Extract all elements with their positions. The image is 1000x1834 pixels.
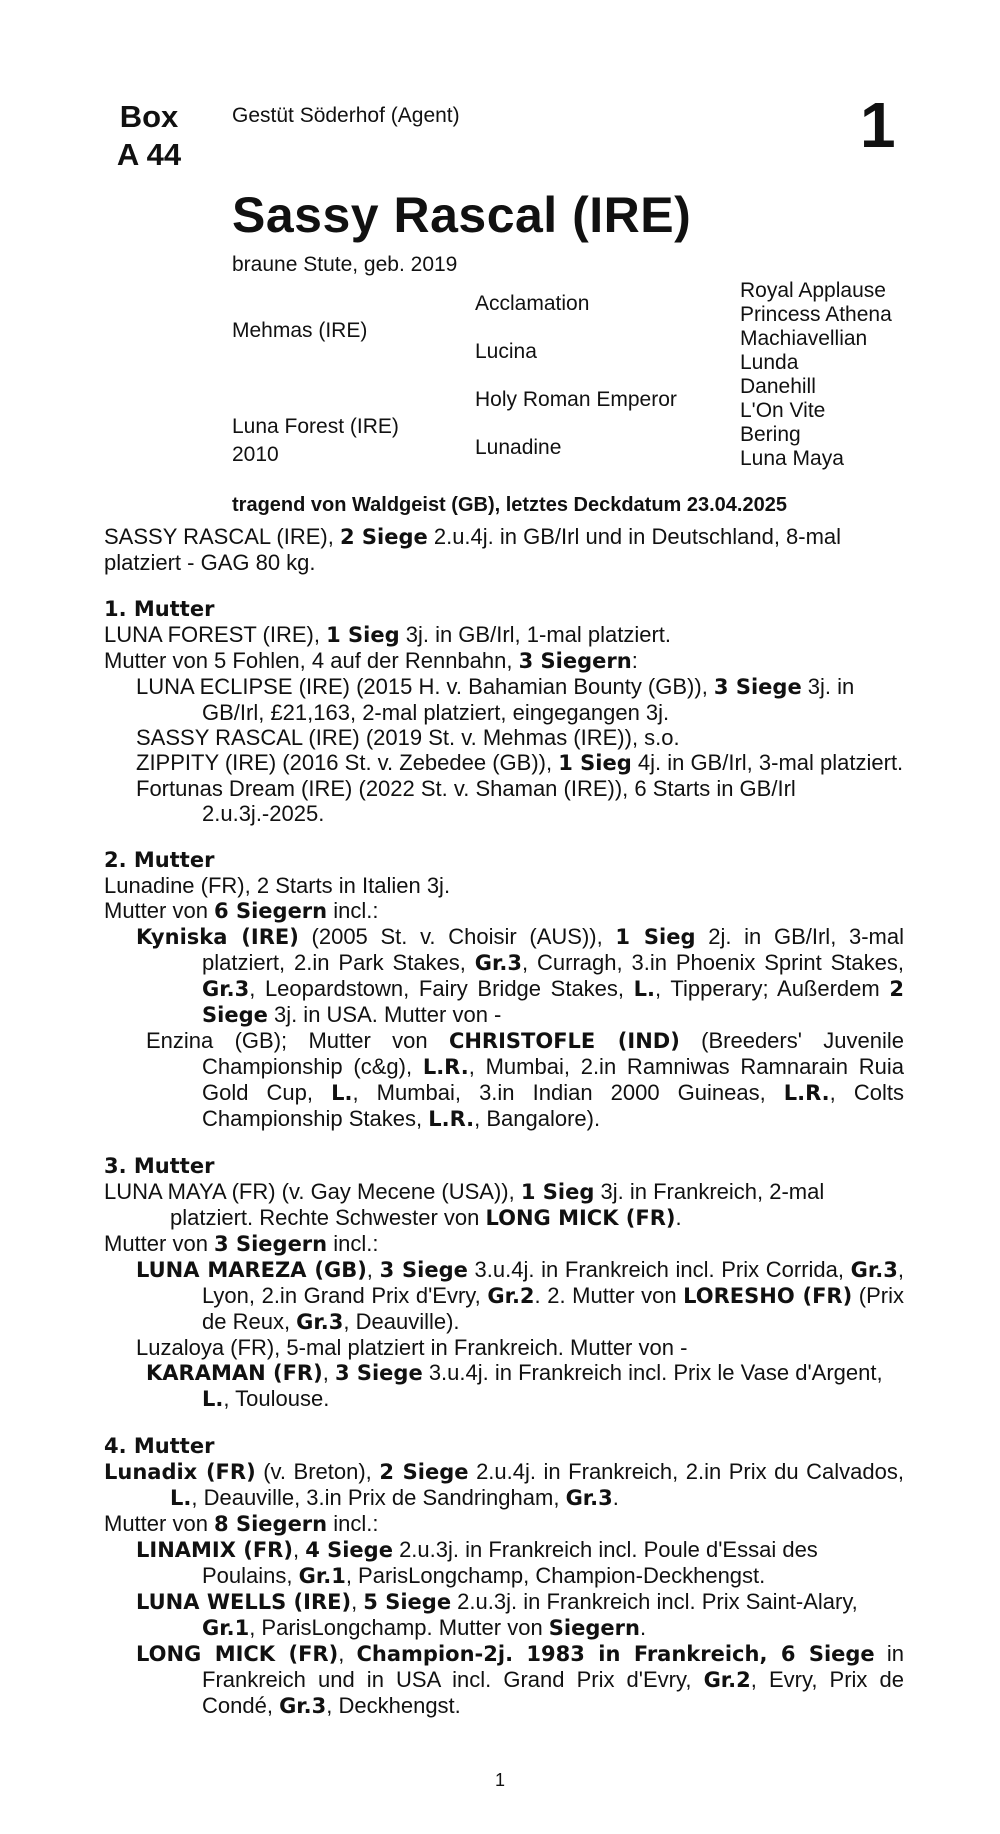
offspring-entry: LUNA ECLIPSE (IRE) (2015 H. v. Bahamian Bounty (GB)), 3 Siege 3j. in GB/Irl, £21,163, 2-mal platziert, eingegangen 3j. (136, 674, 855, 725)
section-2-mutter (104, 848, 904, 1132)
pedigree-g3 (740, 279, 892, 471)
pedigree-sire-dam: Lucina (475, 340, 537, 363)
dam-line: Lunadix (FR) (v. Breton), 2 Siege 2.u.4j. in Frankreich, 2.in Prix du Calvados, L., Deauville, 3.in Prix de Sandringham, Gr.3. (104, 1459, 904, 1510)
offspring-entry: Kyniska (IRE) (2005 St. v. Choisir (AUS)), 1 Sieg 2j. in GB/Irl, 3-mal platziert, 2.in Park Stakes, Gr.3, Curragh, 3.in Phoenix Sprint Stakes, Gr.3, Leopardstown, Fairy Bridge Stakes, L., Tipperary; Außerdem 2 Siege 3j. in USA. Mutter von - (136, 924, 905, 1027)
offspring-entry: Fortunas Dream (IRE) (2022 St. v. Shaman (IRE)), 6 Starts in GB/Irl 2.u.3j.-2025. (136, 776, 796, 826)
pedigree-dam-year: 2010 (232, 443, 279, 466)
section-4-mutter (104, 1434, 904, 1719)
catalogue-body (104, 524, 904, 1719)
pedigree-g3-item: Royal Applause (740, 279, 886, 302)
sub-offspring-entry: Enzina (GB); Mutter von CHRISTOFLE (IND) (Breeders' Juvenile Championship (c&g), L.R., Mumbai, 2.in Ramniwas Ramnarain Ruia Gold Cup, L., Mumbai, 3.in Indian 2000 Guineas, L.R., Colts Championship Stakes, L.R., Bangalore). (146, 1028, 904, 1131)
pregnancy-note: tragend von Waldgeist (GB), letztes Deckdatum 23.04.2025 (232, 494, 787, 516)
horse-description: braune Stute, geb. 2019 (232, 253, 458, 276)
offspring-entry: LUNA MAREZA (GB), 3 Siege 3.u.4j. in Frankreich incl. Prix Corrida, Gr.3, Lyon, 2.in Grand Prix d'Evry, Gr.2. 2. Mutter von LORESHO (FR) (Prix de Reux, Gr.3, Deauville). (136, 1257, 904, 1334)
offspring-entry: SASSY RASCAL (IRE) (2019 St. v. Mehmas (IRE)), s.o. (136, 725, 680, 750)
produce-line: Mutter von 5 Fohlen, 4 auf der Rennbahn, 3 Siegern: (104, 648, 638, 673)
dam-line: LUNA FOREST (IRE), 1 Sieg 3j. in GB/Irl, 1-mal platziert. (104, 622, 672, 647)
box-label-block (104, 98, 194, 174)
page-number: 1 (494, 1770, 505, 1790)
intro-line: SASSY RASCAL (IRE), 2 Siege 2.u.4j. in GB/Irl und in Deutschland, 8-mal platziert - GAG 80 kg. (104, 524, 842, 575)
offspring-entry: LINAMIX (FR), 4 Siege 2.u.3j. in Frankreich incl. Poule d'Essai des Poulains, Gr.1, ParisLongchamp, Champion-Deckhengst. (136, 1537, 818, 1588)
offspring-entry: LONG MICK (FR), Champion-2j. 1983 in Frankreich, 6 Siege in Frankreich und in USA incl. Grand Prix d'Evry, Gr.2, Evry, Prix de Condé, Gr.3, Deckhengst. (136, 1641, 904, 1718)
section-1-mutter (104, 597, 904, 826)
lot-number: 1 (860, 89, 896, 161)
box-label: Box (119, 99, 179, 134)
agent-name: Gestüt Söderhof (Agent) (232, 104, 460, 127)
section-heading: 3. Mutter (104, 1154, 215, 1178)
pedigree-g3-item: Danehill (740, 375, 816, 398)
produce-line: Mutter von 8 Siegern incl.: (104, 1511, 379, 1536)
pedigree-g3-item: Princess Athena (740, 303, 892, 326)
section-heading: 1. Mutter (104, 597, 215, 621)
sub-offspring-entry: KARAMAN (FR), 3 Siege 3.u.4j. in Frankreich incl. Prix le Vase d'Argent, L., Toulouse. (146, 1360, 883, 1411)
section-heading: 4. Mutter (104, 1434, 215, 1458)
offspring-entry: LUNA WELLS (IRE), 5 Siege 2.u.3j. in Frankreich incl. Prix Saint-Alary, Gr.1, ParisLongchamp. Mutter von Siegern. (136, 1589, 858, 1640)
pedigree-g3-item: Machiavellian (740, 327, 868, 350)
section-3-mutter (104, 1154, 904, 1412)
produce-line: Mutter von 3 Siegern incl.: (104, 1231, 379, 1256)
dam-line: LUNA MAYA (FR) (v. Gay Mecene (USA)), 1 Sieg 3j. in Frankreich, 2-mal platziert. Rechte Schwester von LONG MICK (FR). (104, 1179, 825, 1230)
pedigree-dam-sire: Holy Roman Emperor (475, 388, 677, 411)
pedigree-g3-item: Bering (740, 423, 801, 446)
horse-name: Sassy Rascal (IRE) (232, 187, 692, 243)
dam-line: Lunadine (FR), 2 Starts in Italien 3j. (104, 873, 451, 898)
pedigree-g3-item: L'On Vite (740, 399, 826, 422)
pedigree-sire: Mehmas (IRE) (232, 319, 368, 342)
pedigree-dam-dam: Lunadine (475, 436, 562, 459)
box-number: A 44 (116, 137, 182, 172)
pedigree-dam: Luna Forest (IRE) (232, 415, 399, 438)
offspring-entry: Luzaloya (FR), 5-mal platziert in Frankreich. Mutter von - (136, 1335, 688, 1360)
pedigree-sire-sire: Acclamation (475, 292, 590, 315)
offspring-entry: ZIPPITY (IRE) (2016 St. v. Zebedee (GB)), 1 Sieg 4j. in GB/Irl, 3-mal platziert. (136, 750, 904, 775)
section-heading: 2. Mutter (104, 848, 215, 872)
pedigree-g3-item: Lunda (740, 351, 799, 374)
pedigree-g3-item: Luna Maya (740, 447, 844, 470)
produce-line: Mutter von 6 Siegern incl.: (104, 898, 379, 923)
